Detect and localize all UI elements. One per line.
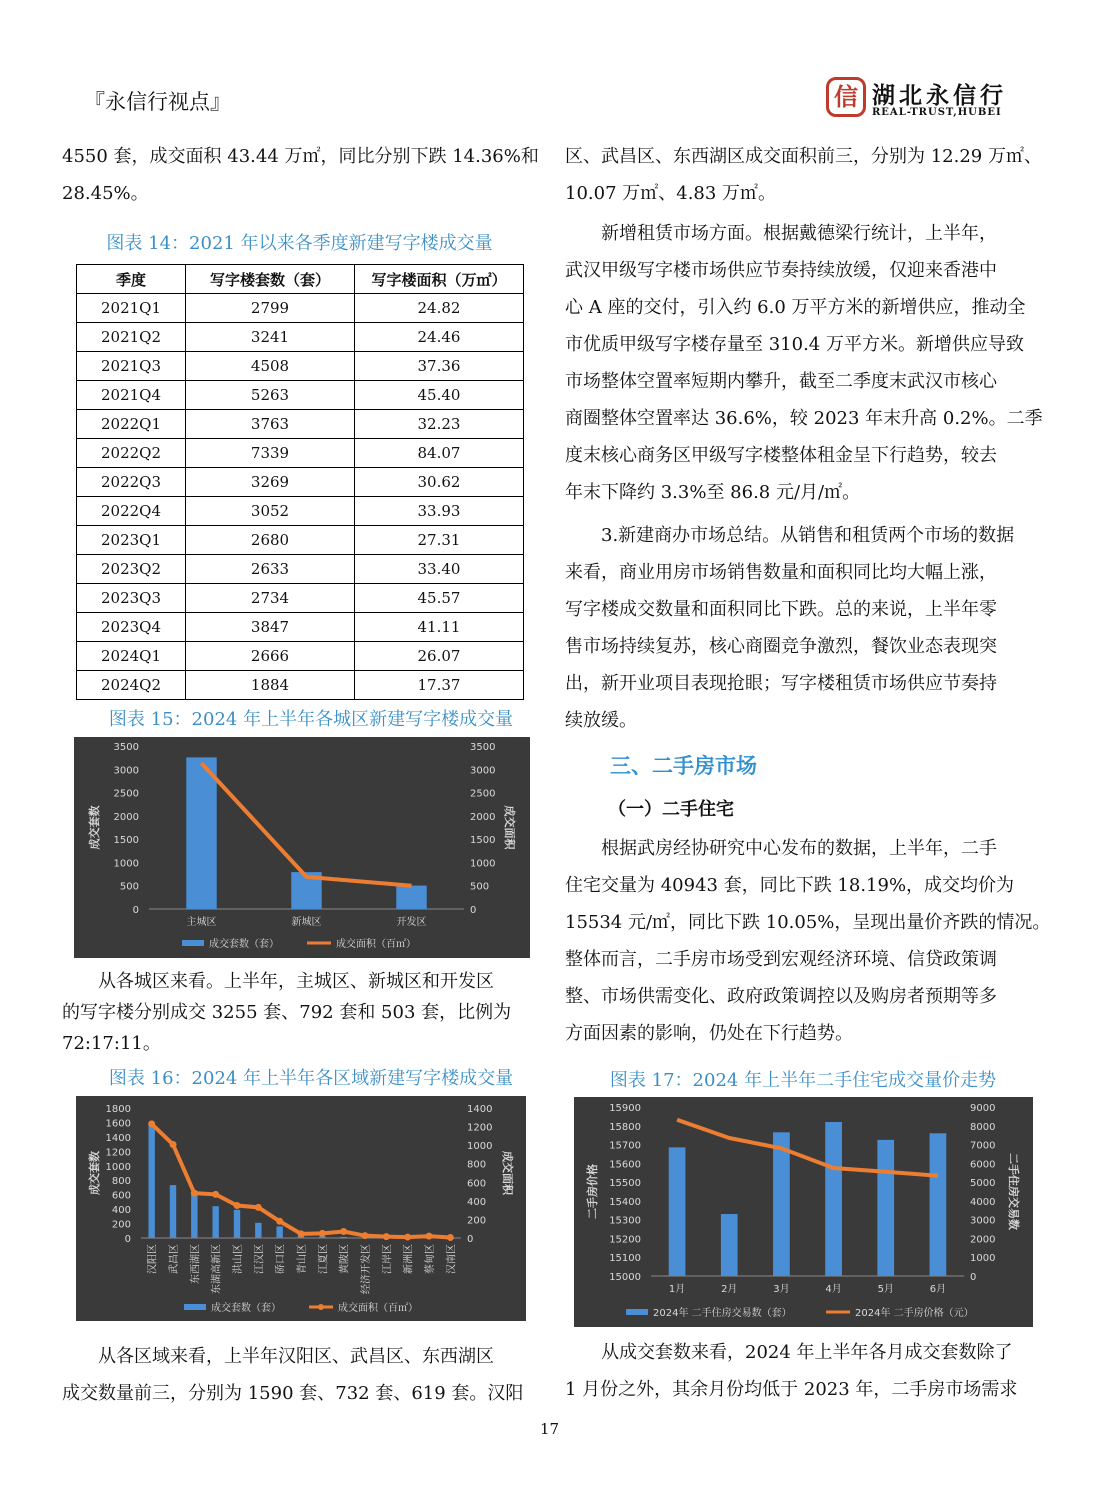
column-header: 写字楼面积（万㎡） <box>355 265 524 294</box>
bar <box>773 1132 790 1276</box>
table-cell: 32.23 <box>355 410 524 439</box>
bar <box>212 1206 218 1238</box>
y-tick-label: 3500 <box>113 742 139 753</box>
legend-line-label: 成交面积（百㎡） <box>338 1303 418 1314</box>
table-cell: 37.36 <box>355 352 524 381</box>
bar <box>276 1226 282 1238</box>
y-tick-label: 15400 <box>609 1196 641 1208</box>
y-tick-label: 0 <box>132 905 139 916</box>
table-cell: 2022Q2 <box>77 439 186 468</box>
bar <box>825 1122 842 1276</box>
y-tick-label: 1800 <box>105 1104 131 1115</box>
text-line: 年末下降约 3.3%至 86.8 元/月/㎡。 <box>565 482 861 503</box>
x-tick-label: 1月 <box>668 1284 686 1295</box>
x-tick-label: 江岸区 <box>382 1244 394 1274</box>
bar <box>721 1214 738 1276</box>
column-header: 写字楼套数（套） <box>186 265 355 294</box>
y2-tick-label: 0 <box>970 1272 977 1283</box>
y-tick-label: 600 <box>111 1190 131 1202</box>
text-line: 1 月份之外，其余月份均低于 2023 年，二手房市场需求 <box>565 1379 1018 1400</box>
y2-tick-label: 600 <box>467 1178 487 1190</box>
text-line: 15534 元/㎡，同比下跌 10.05%，呈现出量价齐跌的情况。 <box>565 912 1051 933</box>
y2-tick-label: 1000 <box>467 1141 493 1153</box>
line-marker <box>319 1230 326 1237</box>
table-cell: 41.11 <box>355 613 524 642</box>
x-tick-label: 东湖高新区 <box>211 1244 223 1294</box>
y2-tick-label: 1000 <box>470 858 496 870</box>
figure-14-caption: 图表 14：2021 年以来各季度新建写字楼成交量 <box>106 233 493 254</box>
subsection-heading: （一）二手住宅 <box>608 799 734 820</box>
table-cell: 7339 <box>186 439 355 468</box>
table-row <box>77 671 524 700</box>
x-tick-label: 洪山区 <box>233 1244 244 1274</box>
right-paragraph-4 <box>565 830 1050 1052</box>
table-row <box>77 526 524 555</box>
line-marker <box>212 1191 219 1198</box>
text-line: 28.45%。 <box>62 183 149 204</box>
y2-tick-label: 9000 <box>970 1103 996 1114</box>
bar <box>930 1133 947 1276</box>
bar <box>186 757 216 909</box>
table-cell: 2799 <box>186 294 355 323</box>
text-line: 的写字楼分别成交 3255 套、792 套和 503 套，比例为 <box>62 1002 512 1023</box>
x-tick-label: 新洲区 <box>403 1244 415 1274</box>
table-cell: 3269 <box>186 468 355 497</box>
y-tick-label: 15000 <box>609 1272 641 1283</box>
legend-bar-label: 成交套数（套） <box>211 1303 281 1314</box>
logo-cn-text: 湖北永信行 <box>872 83 1007 109</box>
y-tick-label: 200 <box>111 1219 131 1231</box>
y-tick-label: 1400 <box>105 1132 131 1144</box>
y-tick-label: 800 <box>111 1176 131 1188</box>
y-tick-label: 1500 <box>113 835 139 847</box>
y-tick-label: 400 <box>111 1205 131 1217</box>
quarterly-office-table <box>76 264 524 700</box>
line-marker <box>340 1228 347 1235</box>
bar <box>877 1140 894 1276</box>
x-tick-label: 2月 <box>721 1284 738 1295</box>
bar <box>191 1193 197 1238</box>
table-cell: 2022Q1 <box>77 410 186 439</box>
table-cell: 2021Q3 <box>77 352 186 381</box>
table-cell: 26.07 <box>355 642 524 671</box>
legend-line-label: 成交面积（百㎡） <box>336 939 416 950</box>
y2-tick-label: 7000 <box>970 1140 996 1152</box>
y-tick-label: 15700 <box>609 1140 641 1152</box>
y2-tick-label: 0 <box>467 1234 474 1245</box>
table-cell: 24.82 <box>355 294 524 323</box>
table-header-row <box>77 265 524 294</box>
line-marker <box>191 1190 198 1197</box>
y2-tick-label: 2500 <box>470 788 496 800</box>
y-tick-label: 2000 <box>113 811 139 823</box>
line-marker <box>383 1233 390 1240</box>
right-paragraph-3 <box>565 517 1014 739</box>
legend-bar-swatch <box>184 1304 206 1310</box>
line-marker <box>276 1218 283 1225</box>
line-marker <box>447 1234 454 1241</box>
x-tick-label: 武昌区 <box>169 1244 180 1274</box>
legend-line-label: 2024年 二手房价格（元） <box>855 1308 974 1319</box>
text-line: 新增租赁市场方面。根据戴德梁行统计，上半年， <box>601 223 997 244</box>
table-cell: 2022Q3 <box>77 468 186 497</box>
right-paragraph-1 <box>565 138 1042 212</box>
left-paragraph-3 <box>62 1338 523 1412</box>
line-marker <box>255 1204 262 1211</box>
table-row <box>77 613 524 642</box>
y-tick-label: 3000 <box>113 765 139 777</box>
text-line: 出，新开业项目表现抢眼；写字楼租赁市场供应节奏持 <box>565 673 997 694</box>
text-line: 市优质甲级写字楼存量至 310.4 万平方米。新增供应导致 <box>565 334 1024 355</box>
table-cell: 3763 <box>186 410 355 439</box>
text-line: 4550 套，成交面积 43.44 万㎡，同比分别下跌 14.36%和 <box>62 146 539 167</box>
y2-tick-label: 4000 <box>970 1196 996 1208</box>
text-line: 区、武昌区、东西湖区成交面积前三，分别为 12.29 万㎡、 <box>565 146 1042 167</box>
x-tick-label: 经济开发区 <box>361 1244 372 1294</box>
line-marker <box>362 1232 369 1239</box>
table-cell: 33.40 <box>355 555 524 584</box>
table-cell: 2023Q4 <box>77 613 186 642</box>
table-cell: 2021Q4 <box>77 381 186 410</box>
bar <box>170 1185 176 1238</box>
table-cell: 84.07 <box>355 439 524 468</box>
section-heading: 三、二手房市场 <box>610 754 757 778</box>
x-tick-label: 4月 <box>825 1284 842 1295</box>
text-line: 整体而言，二手房市场受到宏观经济环境、信贷政策调 <box>565 949 997 970</box>
figure-15-caption: 图表 15：2024 年上半年各城区新建写字楼成交量 <box>108 709 514 730</box>
text-line: 来看，商业用房市场销售数量和面积同比均大幅上涨， <box>565 562 997 583</box>
table-row <box>77 439 524 468</box>
line-marker <box>426 1233 433 1240</box>
y2-tick-label: 800 <box>467 1159 487 1171</box>
line-marker <box>298 1230 305 1237</box>
table-cell: 5263 <box>186 381 355 410</box>
table-cell: 3847 <box>186 613 355 642</box>
x-tick-label: 黄陂区 <box>339 1244 351 1274</box>
region-sales-chart <box>76 1096 526 1321</box>
table-cell: 2680 <box>186 526 355 555</box>
line-marker <box>404 1234 411 1241</box>
text-line: 3.新建商办市场总结。从销售和租赁两个市场的数据 <box>601 525 1015 546</box>
legend-bar-label: 成交套数（套） <box>209 939 279 950</box>
text-line: 从各城区来看。上半年，主城区、新城区和开发区 <box>98 971 494 992</box>
page-header-title: 『永信行视点』 <box>84 90 231 114</box>
y-tick-label: 1000 <box>113 858 139 870</box>
y2-tick-label: 6000 <box>970 1159 996 1171</box>
y2-tick-label: 400 <box>467 1196 487 1208</box>
y2-tick-label: 8000 <box>970 1121 996 1133</box>
text-line: 成交数量前三，分别为 1590 套、732 套、619 套。汉阳 <box>62 1383 524 1404</box>
table-cell: 17.37 <box>355 671 524 700</box>
table-row <box>77 410 524 439</box>
text-line: 整、市场供需变化、政府政策调控以及购房者预期等多 <box>565 986 997 1007</box>
bar <box>255 1223 261 1238</box>
line-marker <box>148 1120 155 1127</box>
line-marker <box>170 1141 177 1148</box>
table-cell: 2021Q2 <box>77 323 186 352</box>
column-header: 季度 <box>77 265 186 294</box>
bar <box>234 1210 240 1238</box>
text-line: 武汉甲级写字楼市场供应节奏持续放缓，仅迎来香港中 <box>565 260 997 281</box>
y-axis-title: 成交套数 <box>88 1151 101 1195</box>
text-line: 住宅交量为 40943 套，同比下跌 18.19%，成交均价为 <box>565 875 1015 896</box>
district-sales-chart <box>74 737 530 958</box>
table-cell: 2021Q1 <box>77 294 186 323</box>
y-axis-title: 二手房价格 <box>586 1164 599 1219</box>
left-paragraph-2 <box>62 966 511 1059</box>
table-row <box>77 468 524 497</box>
legend-line-marker <box>318 1304 324 1310</box>
text-line: 心 A 座的交付，引入约 6.0 万平方米的新增供应，推动全 <box>565 297 1026 318</box>
y2-tick-label: 1000 <box>970 1253 996 1265</box>
table-row <box>77 642 524 671</box>
x-tick-label: 东西湖区 <box>190 1244 202 1284</box>
y-tick-label: 15600 <box>609 1159 641 1171</box>
x-tick-label: 3月 <box>773 1284 790 1295</box>
y2-axis-title: 成交面积 <box>503 805 516 850</box>
y2-tick-label: 2000 <box>470 811 496 823</box>
table-cell: 33.93 <box>355 497 524 526</box>
y2-tick-label: 3500 <box>470 742 496 753</box>
y2-tick-label: 1400 <box>467 1104 493 1115</box>
logo-mark-icon: 信 <box>826 77 866 117</box>
y2-axis-title: 成交面积 <box>501 1151 514 1195</box>
secondhand-housing-chart <box>574 1097 1033 1327</box>
y-tick-label: 15300 <box>609 1215 641 1227</box>
series-line <box>677 1120 938 1176</box>
x-tick-label: 汉阳区 <box>147 1244 159 1274</box>
x-tick-label: 蔡甸区 <box>425 1244 436 1274</box>
text-line: 市场整体空置率短期内攀升，截至二季度末武汉市核心 <box>565 371 997 392</box>
y-tick-label: 2500 <box>113 788 139 800</box>
table-cell: 45.57 <box>355 584 524 613</box>
text-line: 72:17:11。 <box>62 1033 161 1054</box>
table-row <box>77 497 524 526</box>
table-row <box>77 352 524 381</box>
y2-tick-label: 3000 <box>470 765 496 777</box>
x-tick-label: 江汉区 <box>254 1244 266 1274</box>
page-number: 17 <box>540 1420 560 1438</box>
right-paragraph-2 <box>565 215 1043 511</box>
table-cell: 24.46 <box>355 323 524 352</box>
y-tick-label: 500 <box>119 881 139 893</box>
y-tick-label: 1600 <box>105 1118 131 1130</box>
x-tick-label: 汉南区 <box>446 1244 458 1274</box>
x-tick-label: 5月 <box>877 1284 894 1295</box>
y2-tick-label: 3000 <box>970 1215 996 1227</box>
y2-tick-label: 5000 <box>970 1178 996 1190</box>
text-line: 续放缓。 <box>565 710 637 731</box>
text-line: 写字楼成交数量和面积同比下跌。总的来说，上半年零 <box>565 599 997 620</box>
table-cell: 4508 <box>186 352 355 381</box>
y2-tick-label: 200 <box>467 1215 487 1227</box>
logo-en-text: REAL-TRUST,HUBEI <box>872 107 1002 118</box>
y-tick-label: 15900 <box>609 1103 641 1114</box>
y-tick-label: 15500 <box>609 1178 641 1190</box>
left-paragraph-1 <box>62 138 539 212</box>
x-tick-label: 6月 <box>929 1284 947 1295</box>
table-cell: 1884 <box>186 671 355 700</box>
table-row <box>77 294 524 323</box>
table-cell: 2734 <box>186 584 355 613</box>
text-line: 从各区域来看，上半年汉阳区、武昌区、东西湖区 <box>98 1346 494 1367</box>
y2-tick-label: 0 <box>470 905 477 916</box>
table-cell: 30.62 <box>355 468 524 497</box>
x-tick-label: 硚口区 <box>275 1244 287 1274</box>
legend-bar-label: 2024年 二手住房交易数（套） <box>653 1308 792 1319</box>
table-cell: 2023Q3 <box>77 584 186 613</box>
text-line: 10.07 万㎡、4.83 万㎡。 <box>565 183 777 204</box>
table-cell: 2666 <box>186 642 355 671</box>
y2-tick-label: 1500 <box>470 835 496 847</box>
y2-axis-title: 二手住房交易数 <box>1007 1153 1020 1230</box>
table-cell: 2022Q4 <box>77 497 186 526</box>
text-line: 商圈整体空置率达 36.6%，较 2023 年末升高 0.2%。二季 <box>565 408 1043 429</box>
y2-tick-label: 1200 <box>467 1122 493 1134</box>
y-tick-label: 15200 <box>609 1234 641 1246</box>
table-cell: 2633 <box>186 555 355 584</box>
bar <box>148 1123 154 1238</box>
table-cell: 45.40 <box>355 381 524 410</box>
x-tick-label: 青山区 <box>297 1244 308 1274</box>
bar <box>669 1147 686 1276</box>
table-cell: 2024Q2 <box>77 671 186 700</box>
y-tick-label: 15100 <box>609 1253 641 1265</box>
text-line: 根据武房经协研究中心发布的数据，上半年，二手 <box>601 838 997 859</box>
table-row <box>77 584 524 613</box>
x-tick-label: 江夏区 <box>318 1244 330 1274</box>
y-tick-label: 1200 <box>105 1147 131 1159</box>
table-cell: 3052 <box>186 497 355 526</box>
y2-tick-label: 2000 <box>970 1234 996 1246</box>
y-tick-label: 0 <box>124 1234 131 1245</box>
text-line: 售市场持续复苏，核心商圈竞争激烈，餐饮业态表现突 <box>565 636 997 657</box>
legend-bar-swatch <box>626 1309 648 1315</box>
table-cell: 2023Q2 <box>77 555 186 584</box>
y-tick-label: 1000 <box>105 1161 131 1173</box>
figure-16-caption: 图表 16：2024 年上半年各区域新建写字楼成交量 <box>108 1068 514 1089</box>
table-cell: 2024Q1 <box>77 642 186 671</box>
table-cell: 2023Q1 <box>77 526 186 555</box>
table-cell: 3241 <box>186 323 355 352</box>
text-line: 度末核心商务区甲级写字楼整体租金呈下行趋势，较去 <box>565 445 997 466</box>
table-cell: 27.31 <box>355 526 524 555</box>
series-line <box>202 763 412 885</box>
x-tick-label: 主城区 <box>186 917 217 928</box>
right-paragraph-5 <box>565 1334 1017 1408</box>
x-tick-label: 新城区 <box>291 917 322 928</box>
table-row <box>77 381 524 410</box>
text-line: 方面因素的影响，仍处在下行趋势。 <box>565 1023 853 1044</box>
y2-tick-label: 500 <box>470 881 490 893</box>
y-tick-label: 15800 <box>609 1121 641 1133</box>
x-tick-label: 开发区 <box>396 917 427 928</box>
bar <box>396 886 426 909</box>
table-row <box>77 555 524 584</box>
bar <box>340 1237 346 1238</box>
company-logo <box>826 77 1026 121</box>
text-line: 从成交套数来看，2024 年上半年各月成交套数除了 <box>601 1342 1013 1363</box>
legend-bar-swatch <box>182 940 204 946</box>
line-marker <box>234 1202 241 1209</box>
table-row <box>77 323 524 352</box>
figure-17-caption: 图表 17：2024 年上半年二手住宅成交量价走势 <box>609 1070 997 1091</box>
y-axis-title: 成交套数 <box>88 805 101 850</box>
